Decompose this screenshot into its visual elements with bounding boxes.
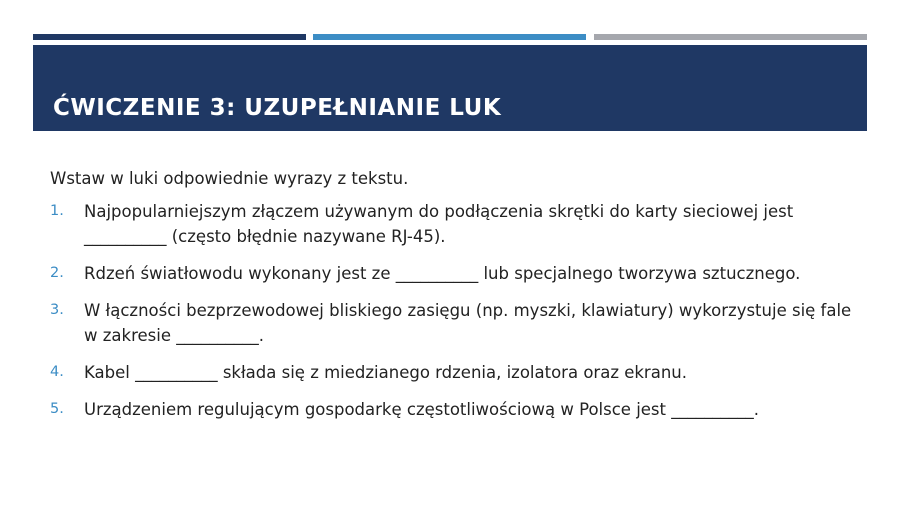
list-item <box>50 360 860 385</box>
list-item <box>50 199 860 249</box>
list-item <box>50 397 860 422</box>
list-item-number: 5. <box>50 401 64 417</box>
accent-bar-gray <box>594 34 867 40</box>
title-band <box>33 45 867 131</box>
accent-bar-blue <box>313 34 586 40</box>
list-item-text: W łączności bezprzewodowej bliskiego zasięgu (np. myszki, klawiatury) wykorzystuje się fale w zakresie __________. <box>84 301 852 345</box>
list-item-text: Kabel __________ składa się z miedzianego rdzenia, izolatora oraz ekranu. <box>84 363 687 382</box>
accent-bar-navy <box>33 34 306 40</box>
list-item-number: 2. <box>50 265 64 281</box>
list-item-text: Urządzeniem regulującym gospodarkę częstotliwościową w Polsce jest __________. <box>84 400 759 419</box>
list-item-number: 1. <box>50 203 64 219</box>
list-item <box>50 298 860 348</box>
list-item-number: 3. <box>50 302 64 318</box>
list-item <box>50 261 860 286</box>
slide-title: ĆWICZENIE 3: UZUPEŁNIANIE LUK <box>53 95 502 121</box>
list-item-text: Rdzeń światłowodu wykonany jest ze __________ lub specjalnego tworzywa sztucznego. <box>84 264 801 283</box>
content-area <box>50 166 860 434</box>
list-item-text: Najpopularniejszym złączem używanym do podłączenia skrętki do karty sieciowej jest __________ (często błędnie nazywane RJ-45). <box>84 202 794 246</box>
exercise-list <box>50 199 860 422</box>
instruction-text: Wstaw w luki odpowiednie wyrazy z tekstu. <box>50 169 409 188</box>
list-item-number: 4. <box>50 364 64 380</box>
